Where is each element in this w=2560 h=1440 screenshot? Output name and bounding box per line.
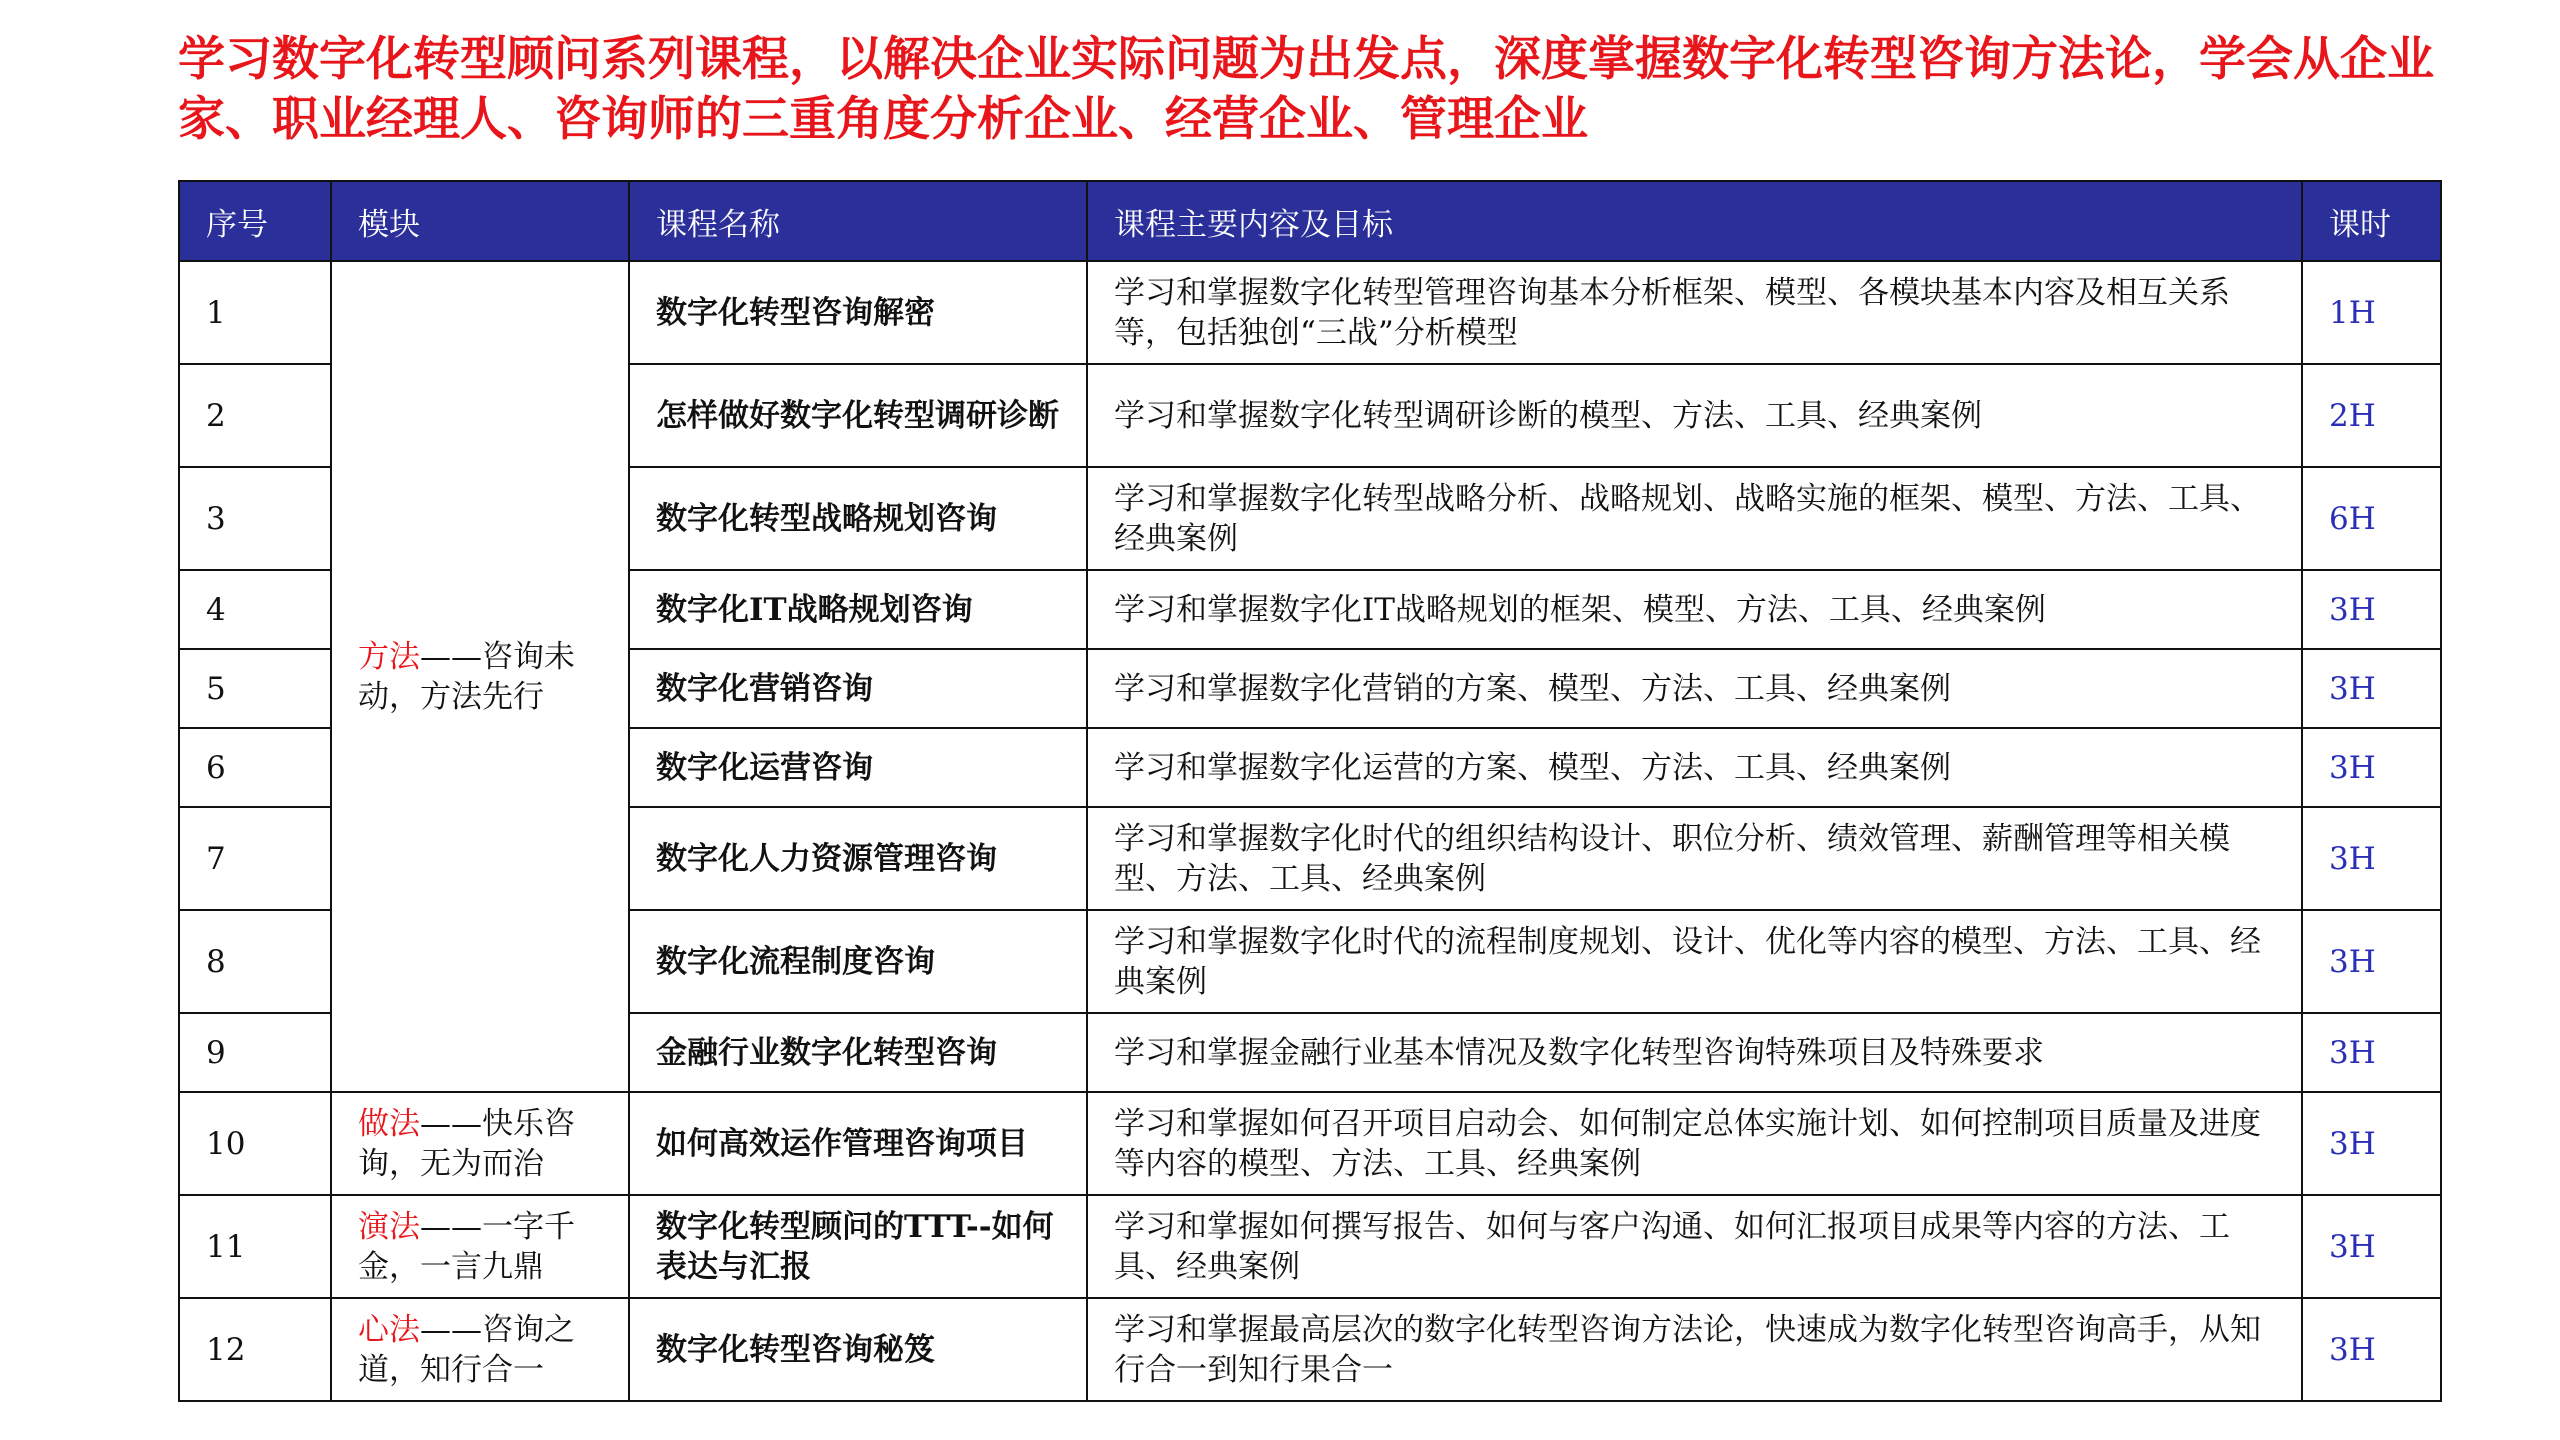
course-hours: 2H <box>2302 364 2441 467</box>
course-content: 学习和掌握数字化营销的方案、模型、方法、工具、经典案例 <box>1087 649 2302 728</box>
module-key: 心法 <box>358 1311 420 1348</box>
course-hours: 3H <box>2302 570 2441 649</box>
module-cell <box>331 1195 629 1298</box>
course-hours: 3H <box>2302 728 2441 807</box>
course-name: 数字化营销咨询 <box>629 649 1087 728</box>
course-content: 学习和掌握数字化转型战略分析、战略规划、战略实施的框架、模型、方法、工具、经典案例 <box>1087 467 2302 570</box>
table-header-row <box>179 181 2441 261</box>
table-row <box>179 261 2441 364</box>
row-seq: 1 <box>179 261 331 364</box>
module-cell <box>331 1092 629 1195</box>
header-content: 课程主要内容及目标 <box>1087 181 2302 261</box>
course-hours: 3H <box>2302 1195 2441 1298</box>
course-content: 学习和掌握金融行业基本情况及数字化转型咨询特殊项目及特殊要求 <box>1087 1013 2302 1092</box>
module-cell <box>331 261 629 1092</box>
row-seq: 8 <box>179 910 331 1013</box>
course-content: 学习和掌握如何召开项目启动会、如何制定总体实施计划、如何控制项目质量及进度等内容的模型、方法、工具、经典案例 <box>1087 1092 2302 1195</box>
header-seq: 序号 <box>179 181 331 261</box>
module-key: 演法 <box>358 1208 420 1245</box>
course-name: 金融行业数字化转型咨询 <box>629 1013 1087 1092</box>
module-cell <box>331 1298 629 1401</box>
row-seq: 9 <box>179 1013 331 1092</box>
module-desc: ——咨询之道，知行合一 <box>358 1311 575 1388</box>
course-content: 学习和掌握数字化IT战略规划的框架、模型、方法、工具、经典案例 <box>1087 570 2302 649</box>
table-row <box>179 1195 2441 1298</box>
course-name: 怎样做好数字化转型调研诊断 <box>629 364 1087 467</box>
header-hours: 课时 <box>2302 181 2441 261</box>
course-name: 数字化转型战略规划咨询 <box>629 467 1087 570</box>
course-content: 学习和掌握数字化时代的流程制度规划、设计、优化等内容的模型、方法、工具、经典案例 <box>1087 910 2302 1013</box>
module-key: 方法 <box>358 638 420 675</box>
course-name: 数字化运营咨询 <box>629 728 1087 807</box>
course-hours: 3H <box>2302 910 2441 1013</box>
course-hours: 1H <box>2302 261 2441 364</box>
course-content: 学习和掌握如何撰写报告、如何与客户沟通、如何汇报项目成果等内容的方法、工具、经典案例 <box>1087 1195 2302 1298</box>
course-name: 数字化转型咨询解密 <box>629 261 1087 364</box>
row-seq: 7 <box>179 807 331 910</box>
module-desc: ——咨询未动，方法先行 <box>358 638 575 715</box>
course-name: 如何高效运作管理咨询项目 <box>629 1092 1087 1195</box>
row-seq: 4 <box>179 570 331 649</box>
row-seq: 11 <box>179 1195 331 1298</box>
course-table <box>178 180 2442 1402</box>
page-headline: 学习数字化转型顾问系列课程，以解决企业实际问题为出发点，深度掌握数字化转型咨询方法论，学会从企业家、职业经理人、咨询师的三重角度分析企业、经营企业、管理企业 <box>178 32 2434 147</box>
course-hours: 3H <box>2302 1298 2441 1401</box>
table-row <box>179 1092 2441 1195</box>
header-course-name: 课程名称 <box>629 181 1087 261</box>
course-content: 学习和掌握数字化转型调研诊断的模型、方法、工具、经典案例 <box>1087 364 2302 467</box>
course-content: 学习和掌握数字化时代的组织结构设计、职位分析、绩效管理、薪酬管理等相关模型、方法、工具、经典案例 <box>1087 807 2302 910</box>
course-name: 数字化人力资源管理咨询 <box>629 807 1087 910</box>
course-name: 数字化转型咨询秘笈 <box>629 1298 1087 1401</box>
course-hours: 3H <box>2302 1013 2441 1092</box>
header-module: 模块 <box>331 181 629 261</box>
row-seq: 10 <box>179 1092 331 1195</box>
row-seq: 6 <box>179 728 331 807</box>
course-content: 学习和掌握数字化运营的方案、模型、方法、工具、经典案例 <box>1087 728 2302 807</box>
course-hours: 6H <box>2302 467 2441 570</box>
course-content: 学习和掌握最高层次的数字化转型咨询方法论，快速成为数字化转型咨询高手，从知行合一到知行果合一 <box>1087 1298 2302 1401</box>
row-seq: 12 <box>179 1298 331 1401</box>
row-seq: 3 <box>179 467 331 570</box>
row-seq: 2 <box>179 364 331 467</box>
table-row <box>179 1298 2441 1401</box>
module-key: 做法 <box>358 1105 420 1142</box>
course-hours: 3H <box>2302 1092 2441 1195</box>
module-desc: ——快乐咨询，无为而治 <box>358 1105 575 1182</box>
row-seq: 5 <box>179 649 331 728</box>
course-name: 数字化转型顾问的TTT--如何表达与汇报 <box>629 1195 1087 1298</box>
course-content: 学习和掌握数字化转型管理咨询基本分析框架、模型、各模块基本内容及相互关系等，包括独创“三战”分析模型 <box>1087 261 2302 364</box>
course-hours: 3H <box>2302 807 2441 910</box>
module-desc: ——一字千金，一言九鼎 <box>358 1208 575 1285</box>
course-hours: 3H <box>2302 649 2441 728</box>
course-name: 数字化流程制度咨询 <box>629 910 1087 1013</box>
course-name: 数字化IT战略规划咨询 <box>629 570 1087 649</box>
